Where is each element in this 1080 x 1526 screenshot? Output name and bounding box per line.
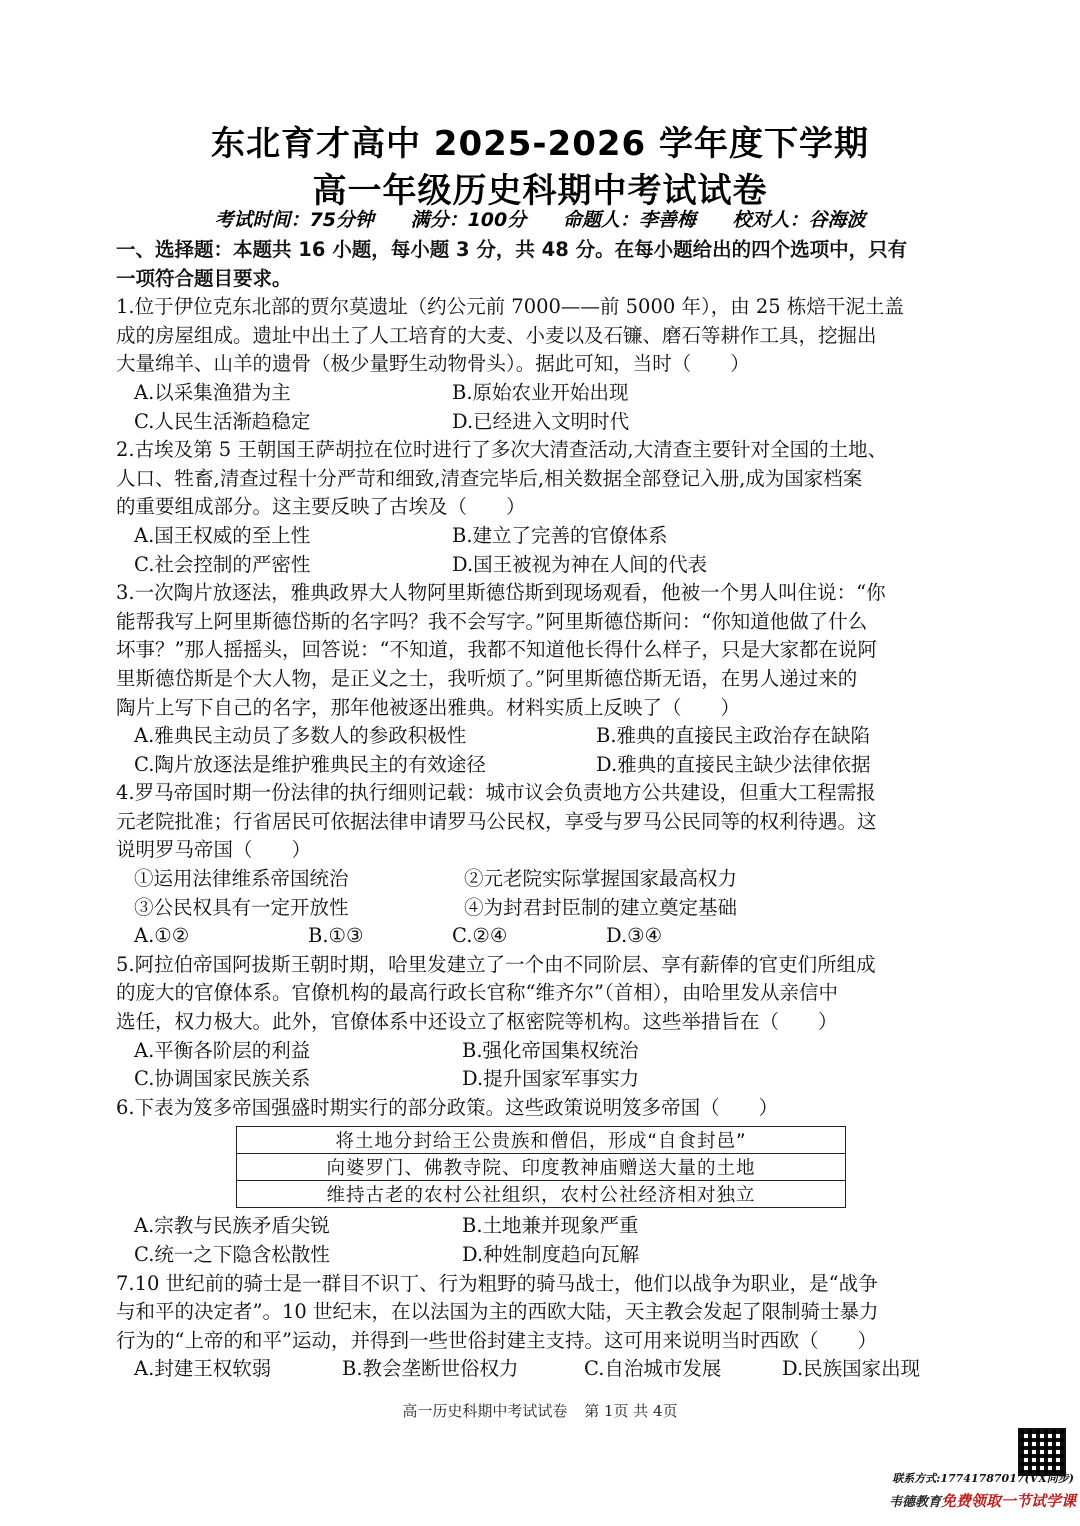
question-text: 的庞大的官僚体系。官僚机构的最高行政长官称“维齐尔”（首相），由哈里发从亲信中 — [116, 981, 838, 1005]
question-text: 6.下表为笈多帝国强盛时期实行的部分政策。这些政策说明笈多帝国（ ） — [116, 1095, 779, 1119]
option-d: D.已经进入文明时代 — [452, 409, 630, 433]
question-text: 2.古埃及第 5 王朝国王萨胡拉在位时进行了多次大清查活动,大清查主要针对全国的土地、 — [116, 438, 888, 462]
question-text: 4.罗马帝国时期一份法律的执行细则记载：城市议会负责地方公共建设，但重大工程需报 — [116, 781, 876, 805]
table-row: 向婆罗门、佛教寺院、印度教神庙赠送大量的土地 — [237, 1154, 846, 1181]
option-c: C.人民生活渐趋稳定 — [134, 409, 311, 433]
question-text: 能帮我写上阿里斯德岱斯的名字吗？我不会写字。”阿里斯德岱斯问：“你知道他做了什么 — [116, 609, 868, 633]
option-b: B.原始农业开始出现 — [452, 380, 629, 404]
question-text: 1.位于伊位克东北部的贾尔莫遗址（约公元前 7000——前 5000 年），由 25 栋焙干泥土盖 — [116, 295, 904, 319]
footer-exam-name: 高一历史科期中考试试卷 — [402, 1402, 568, 1420]
ad-brand: 韦德教育 — [888, 1495, 941, 1510]
option-c: C.统一之下隐含松散性 — [134, 1243, 330, 1266]
option-a: A.以采集渔猎为主 — [134, 380, 291, 404]
question-text: 坏事？”那人摇摇头，回答说：“不知道，我都不知道他长得什么样子，只是大家都在说阿 — [116, 638, 877, 662]
section-heading: 一、选择题：本题共 16 小题，每小题 3 分，共 48 分。在每小题给出的四个选项中，只有 — [116, 238, 908, 261]
question-text: 大量绵羊、山羊的遗骨（极少量野生动物骨头）。据此可知，当时（ ） — [116, 352, 750, 376]
option-a: A.平衡各阶层的利益 — [134, 1038, 311, 1062]
exam-title-line1: 东北育才高中 2025-2026 学年度下学期 — [210, 124, 870, 164]
question-text: 与和平的决定者”。10 世纪末，在以法国为主的西欧大陆，天主教会发起了限制骑士暴力 — [116, 1300, 879, 1324]
question-7 — [116, 1270, 972, 1384]
option-b: B.建立了完善的官僚体系 — [452, 523, 668, 547]
question-2 — [116, 436, 972, 579]
option-a: A.国王权威的至上性 — [134, 523, 311, 547]
option-b: B.强化帝国集权统治 — [462, 1038, 639, 1062]
footer-page-number: 第 1页 共 4页 — [584, 1402, 678, 1420]
ad-contact: 联系方式:17741787017(VX同步) — [892, 1472, 1074, 1485]
option-b: B.土地兼并现象严重 — [462, 1214, 639, 1238]
qr-code-icon — [1018, 1428, 1066, 1476]
exam-title-line2: 高一年级历史科期中考试试卷 — [312, 171, 768, 211]
exam-meta — [0, 205, 1080, 232]
option-d: D.国王被视为神在人间的代表 — [452, 552, 708, 576]
statement-1: ①运用法律维系帝国统治 — [134, 867, 349, 891]
statement-4: ④为封君封臣制的建立奠定基础 — [464, 895, 738, 919]
option-c: C.陶片放逐法是维护雅典民主的有效途径 — [134, 752, 486, 776]
question-text: 3.一次陶片放逐法，雅典政界大人物阿里斯德岱斯到现场观看，他被一个男人叫住说：“你 — [116, 581, 886, 605]
question-text: 成的房屋组成。遗址中出土了人工培育的大麦、小麦以及石镰、磨石等耕作工具，挖掘出 — [116, 323, 877, 347]
question-5 — [116, 951, 972, 1094]
exam-score: 满分：100分 — [410, 209, 527, 231]
exam-time: 考试时间：75分钟 — [214, 209, 374, 231]
policy-table — [236, 1126, 846, 1208]
option-a: A.雅典民主动员了多数人的参政积极性 — [134, 724, 467, 748]
option-d: D.③④ — [606, 924, 663, 948]
question-4 — [116, 779, 972, 951]
option-a: A.封建王权软弱 — [134, 1357, 272, 1381]
question-1 — [116, 293, 972, 436]
question-text: 元老院批准；行省居民可依据法律申请罗马公民权，享受与罗马公民同等的权利待遇。这 — [116, 809, 877, 833]
ad-banner — [872, 1490, 1076, 1511]
question-text: 说明罗马帝国（ ） — [116, 838, 312, 862]
table-row: 维持古老的农村公社组织，农村公社经济相对独立 — [237, 1181, 846, 1208]
statement-2: ②元老院实际掌握国家最高权力 — [464, 867, 738, 891]
question-text: 选任，权力极大。此外，官僚体系中还设立了枢密院等机构。这些举措旨在（ ） — [116, 1010, 838, 1034]
question-text: 5.阿拉伯帝国阿拔斯王朝时期，哈里发建立了一个由不同阶层、享有薪俸的官吏们所组成 — [116, 952, 876, 976]
statement-3: ③公民权具有一定开放性 — [134, 895, 349, 919]
question-text: 人口、牲畜,清查过程十分严苛和细致,清查完毕后,相关数据全部登记入册,成为国家档案 — [116, 466, 863, 490]
option-d: D.民族国家出现 — [782, 1357, 921, 1381]
question-text: 陶片上写下自己的名字，那年他被逐出雅典。材料实质上反映了（ ） — [116, 695, 741, 719]
question-text: 行为的“上帝的和平”运动，并得到一些世俗封建主支持。这可用来说明当时西欧（ ） — [116, 1328, 877, 1352]
ad-slogan: 免费领取一节试学课 — [940, 1492, 1076, 1510]
option-b: B.教会垄断世俗权力 — [342, 1357, 519, 1381]
option-c: C.协调国家民族关系 — [134, 1067, 311, 1091]
section-heading-cont: 一项符合题目要求。 — [116, 266, 292, 290]
option-c: C.②④ — [452, 924, 508, 948]
option-c: C.社会控制的严密性 — [134, 552, 311, 576]
option-c: C.自治城市发展 — [584, 1357, 722, 1381]
option-b: B.雅典的直接民主政治存在缺陷 — [596, 724, 871, 748]
exam-reviewer: 校对人：谷海波 — [732, 209, 866, 231]
option-a: A.宗教与民族矛盾尖锐 — [134, 1214, 330, 1238]
option-d: D.种姓制度趋向瓦解 — [462, 1243, 640, 1266]
question-text: 的重要组成部分。这主要反映了古埃及（ ） — [116, 495, 526, 519]
page-footer — [0, 1400, 1080, 1421]
option-d: D.雅典的直接民主缺少法律依据 — [596, 752, 871, 776]
exam-body — [116, 236, 972, 1384]
option-a: A.①② — [134, 924, 190, 948]
option-b: B.①③ — [308, 924, 364, 948]
question-text: 7.10 世纪前的骑士是一群目不识丁、行为粗野的骑马战士，他们以战争为职业，是“战争 — [116, 1271, 878, 1295]
table-row: 将土地分封给王公贵族和僧侣，形成“自食封邑” — [237, 1127, 846, 1154]
question-6 — [116, 1094, 972, 1270]
question-3 — [116, 579, 972, 779]
question-text: 里斯德岱斯是个大人物，是正义之士，我听烦了。”阿里斯德岱斯无语，在男人递过来的 — [116, 666, 858, 690]
exam-author: 命题人：李善梅 — [562, 209, 696, 231]
option-d: D.提升国家军事实力 — [462, 1067, 640, 1091]
